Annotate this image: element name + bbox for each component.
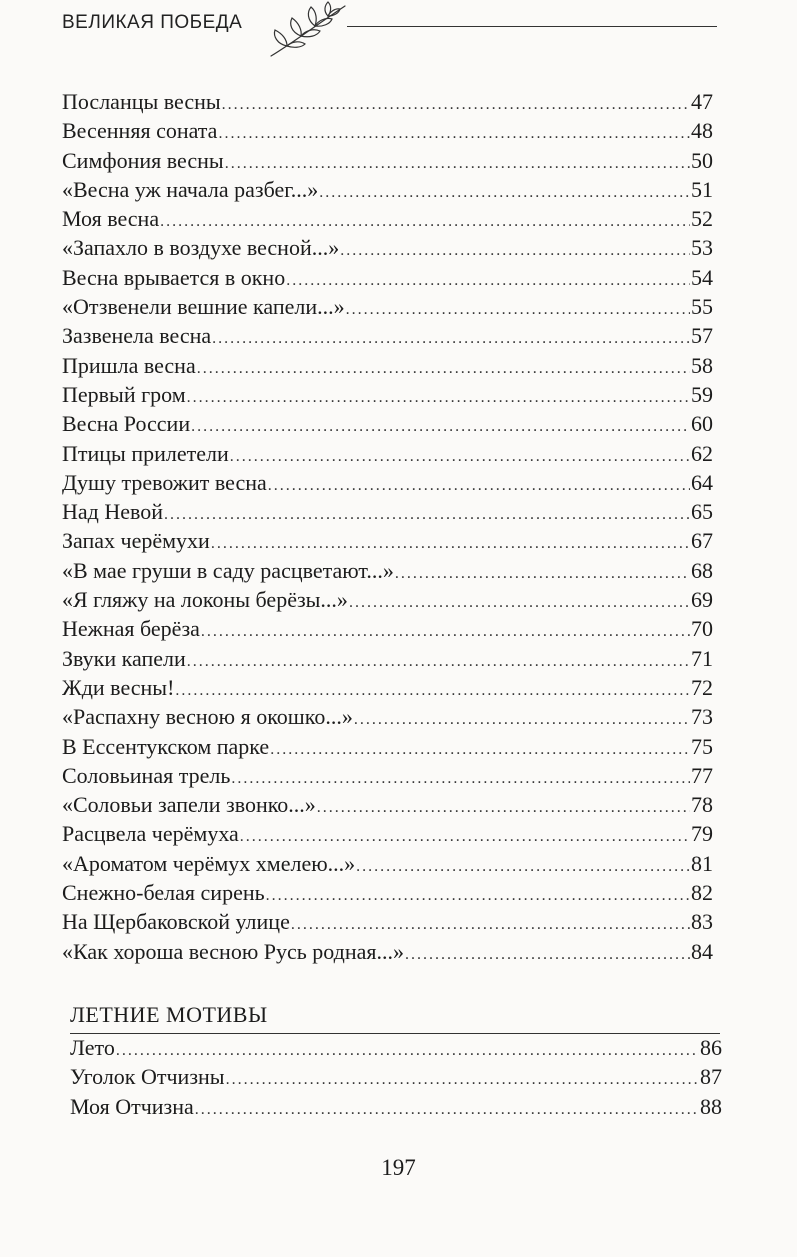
- toc-entry: [62, 526, 713, 555]
- dot-leader: [230, 442, 690, 471]
- dot-leader: [346, 295, 690, 324]
- toc-entry-page: 77: [691, 762, 713, 788]
- dot-leader: [240, 822, 690, 851]
- toc-entry-page: 53: [691, 235, 713, 261]
- toc-entry-page: 55: [691, 294, 713, 320]
- header-rule: [347, 26, 717, 27]
- dot-leader: [270, 735, 690, 764]
- dot-leader: [195, 1095, 699, 1124]
- toc-entry-title: «Как хороша весною Русь родная...»: [62, 938, 404, 964]
- toc-entry-title: Симфония весны: [62, 147, 224, 173]
- toc-entry-title: Весенняя соната: [62, 118, 218, 144]
- dot-leader: [226, 1065, 699, 1094]
- toc-entry-page: 60: [691, 411, 713, 437]
- toc-entry-title: Птицы прилетели: [62, 440, 229, 466]
- toc-entry-title: Расцвела черёмуха: [62, 821, 239, 847]
- running-header-title: ВЕЛИКАЯ ПОБЕДА: [62, 12, 243, 33]
- toc-entry-page: 79: [691, 821, 713, 847]
- toc-entry-title: «Распахну весною я окошко...»: [62, 704, 353, 730]
- toc-entry-title: «В мае груши в саду расцветают...»: [62, 557, 394, 583]
- toc-entry: [62, 87, 713, 116]
- toc-entry: [62, 907, 713, 936]
- page-number: 197: [381, 1155, 416, 1180]
- toc-entry: [62, 409, 713, 438]
- toc-entry: [62, 761, 713, 790]
- toc-entry-page: 62: [691, 440, 713, 466]
- toc-entry-page: 81: [691, 850, 713, 876]
- toc-entry: [62, 351, 713, 380]
- toc-entry: [62, 175, 713, 204]
- section-toc-list: [70, 1033, 722, 1121]
- dot-leader: [218, 119, 690, 148]
- section-heading: ЛЕТНИЕ МОТИВЫ: [70, 1002, 268, 1027]
- toc-entry-title: Лето: [70, 1035, 115, 1060]
- toc-entry-title: «Ароматом черёмух хмелею...»: [62, 850, 356, 876]
- toc-entry-page: 84: [691, 938, 713, 964]
- toc-entry-page: 54: [691, 264, 713, 290]
- toc-entry: [62, 585, 713, 614]
- toc-entry-page: 59: [691, 381, 713, 407]
- toc-entry-title: Весна России: [62, 411, 191, 437]
- dot-leader: [395, 559, 690, 588]
- dot-leader: [212, 324, 690, 353]
- toc-entry: [62, 146, 713, 175]
- toc-entry-page: 69: [691, 587, 713, 613]
- dot-leader: [197, 354, 690, 383]
- dot-leader: [356, 852, 690, 881]
- toc-entry-page: 82: [691, 880, 713, 906]
- toc-entry-title: Над Невой: [62, 499, 164, 525]
- toc-entry-title: Зазвенела весна: [62, 323, 212, 349]
- toc-entry: [62, 819, 713, 848]
- toc-entry-page: 72: [691, 674, 713, 700]
- toc-entry-page: 70: [691, 616, 713, 642]
- toc-entry-page: 57: [691, 323, 713, 349]
- dot-leader: [187, 383, 690, 412]
- toc-entry-title: Первый гром: [62, 381, 186, 407]
- dot-leader: [340, 236, 690, 265]
- dot-leader: [231, 764, 690, 793]
- toc-entry: [62, 204, 713, 233]
- toc-entry-page: 75: [691, 733, 713, 759]
- dot-leader: [286, 266, 690, 295]
- toc-entry: [62, 673, 713, 702]
- dot-leader: [354, 705, 690, 734]
- toc-entry: [62, 790, 713, 819]
- toc-entry-title: «Весна уж начала разбег...»: [62, 176, 319, 202]
- dot-leader: [191, 412, 690, 441]
- toc-entry-page: 65: [691, 499, 713, 525]
- dot-leader: [225, 149, 690, 178]
- toc-entry: [62, 292, 713, 321]
- dot-leader: [405, 940, 690, 969]
- toc-entry-page: 67: [691, 528, 713, 554]
- dot-leader: [268, 471, 690, 500]
- toc-entry-title: «Соловьи запели звонко...»: [62, 792, 316, 818]
- toc-entry: [62, 849, 713, 878]
- toc-entry-page: 68: [691, 557, 713, 583]
- toc-entry-page: 64: [691, 469, 713, 495]
- dot-leader: [175, 676, 690, 705]
- toc-entry-page: 71: [691, 645, 713, 671]
- toc-entry: [62, 233, 713, 262]
- toc-entry-title: Весна врывается в окно: [62, 264, 286, 290]
- dot-leader: [160, 207, 690, 236]
- toc-entry: [62, 937, 713, 966]
- toc-entry: [62, 702, 713, 731]
- laurel-branch-icon: [265, 0, 351, 60]
- toc-entry-page: 48: [691, 118, 713, 144]
- dot-leader: [319, 178, 690, 207]
- toc-entry-title: «Я гляжу на локоны берёзы...»: [62, 587, 348, 613]
- toc-entry: [62, 732, 713, 761]
- toc-entry-title: Соловьиная трель: [62, 762, 231, 788]
- toc-entry: [62, 321, 713, 350]
- toc-entry-page: 50: [691, 147, 713, 173]
- toc-entry-title: Посланцы весны: [62, 89, 221, 114]
- toc-entry-page: 86: [700, 1035, 722, 1060]
- toc-entry: [62, 556, 713, 585]
- toc-entry-page: 83: [691, 909, 713, 935]
- dot-leader: [116, 1036, 699, 1065]
- dot-leader: [187, 647, 690, 676]
- dot-leader: [349, 588, 690, 617]
- toc-entry: [62, 468, 713, 497]
- toc-entry-page: 47: [691, 89, 713, 114]
- toc-entry-page: 58: [691, 352, 713, 378]
- dot-leader: [222, 90, 690, 119]
- dot-leader: [211, 529, 690, 558]
- toc-entry-title: Моя Отчизна: [70, 1093, 194, 1119]
- dot-leader: [291, 910, 690, 939]
- toc-entry-page: 78: [691, 792, 713, 818]
- toc-entry: [70, 1062, 722, 1091]
- toc-entry-title: В Ессентукском парке: [62, 733, 270, 759]
- toc-entry-page: 87: [700, 1064, 722, 1090]
- toc-entry-page: 52: [691, 206, 713, 232]
- toc-entry-title: Запах черёмухи: [62, 528, 210, 554]
- dot-leader: [317, 793, 690, 822]
- toc-entry-title: «Запахло в воздухе весной...»: [62, 235, 340, 261]
- toc-list: [62, 87, 713, 966]
- toc-entry-title: Моя весна: [62, 206, 160, 232]
- toc-entry: [70, 1092, 722, 1121]
- toc-entry: [62, 878, 713, 907]
- toc-entry: [62, 644, 713, 673]
- toc-entry: [62, 263, 713, 292]
- toc-entry: [62, 116, 713, 145]
- toc-entry-page: 51: [691, 176, 713, 202]
- toc-entry: [62, 614, 713, 643]
- toc-entry: [62, 439, 713, 468]
- toc-entry: [62, 380, 713, 409]
- toc-entry-title: Уголок Отчизны: [70, 1064, 225, 1090]
- toc-entry: [70, 1033, 722, 1062]
- toc-entry-title: Пришла весна: [62, 352, 196, 378]
- toc-entry-page: 88: [700, 1093, 722, 1119]
- toc-entry-title: Нежная берёза: [62, 616, 200, 642]
- toc-entry-title: «Отзвенели вешние капели...»: [62, 294, 345, 320]
- dot-leader: [164, 500, 690, 529]
- running-header: [62, 0, 717, 60]
- toc-entry-title: Жди весны!: [62, 674, 175, 700]
- toc-entry-title: Звуки капели: [62, 645, 186, 671]
- toc-entry-page: 73: [691, 704, 713, 730]
- toc-entry: [62, 497, 713, 526]
- dot-leader: [201, 617, 690, 646]
- toc-entry-title: Снежно-белая сирень: [62, 880, 265, 906]
- dot-leader: [266, 881, 690, 910]
- toc-entry-title: Душу тревожит весна: [62, 469, 267, 495]
- toc-entry-title: На Щербаковской улице: [62, 909, 290, 935]
